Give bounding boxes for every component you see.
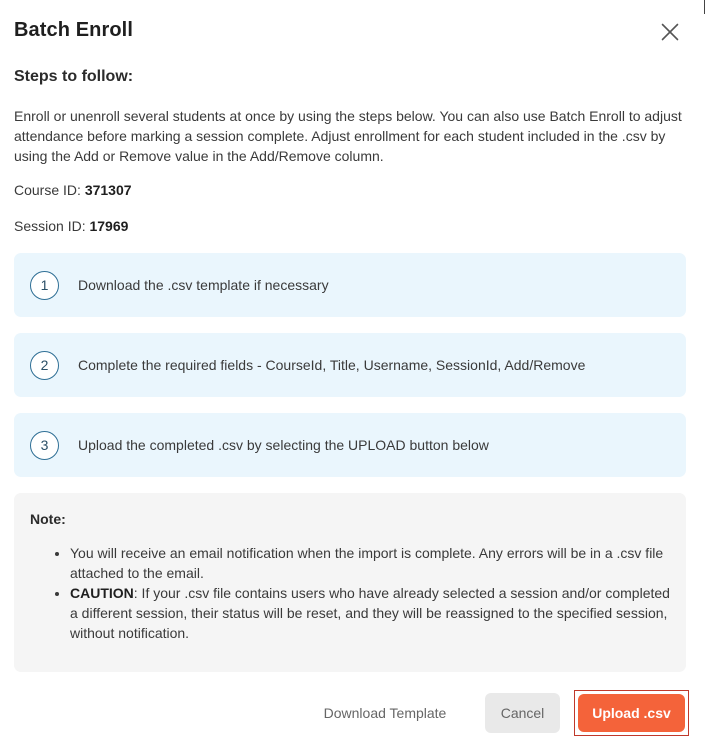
course-id-value: 371307	[84, 182, 132, 198]
step-text-1: Download the .csv template if necessary	[78, 277, 329, 293]
step-number-1: 1	[30, 271, 59, 300]
steps-heading: Steps to follow:	[14, 68, 134, 85]
cancel-button[interactable]: Cancel	[485, 693, 560, 733]
close-icon	[661, 23, 679, 41]
note-title: Note:	[30, 511, 66, 527]
intro-text: Enroll or unenroll several students at once by using the steps below. You can also use Batch Enroll to adjust attendance before marking a session complete. Adjust enrollment for each student included in the .csv by using the Add or Remove value in the Add/Remove column.	[14, 108, 682, 164]
caution-label: CAUTION	[70, 585, 134, 601]
step-number-2: 2	[30, 351, 59, 380]
session-id-value: 17969	[89, 218, 129, 234]
note-item-email: • You will receive an email notification when the import is complete. Any errors will be in a .csv file attached to the email.	[70, 543, 670, 583]
upload-csv-button[interactable]: Upload .csv	[578, 694, 685, 732]
note-item-caution	[70, 583, 670, 643]
session-id-line	[14, 218, 128, 234]
step-text-2: Complete the required fields - CourseId, Title, Username, SessionId, Add/Remove	[78, 357, 586, 373]
course-id-label: Course ID:	[14, 182, 85, 198]
session-id-label: Session ID:	[14, 218, 90, 234]
close-button[interactable]	[656, 18, 684, 46]
course-id-line	[14, 182, 132, 198]
note-list	[30, 543, 670, 643]
step-text-3: Upload the completed .csv by selecting the UPLOAD button below	[78, 437, 489, 453]
download-template-button[interactable]: Download Template	[305, 693, 465, 733]
step-number-3: 3	[30, 431, 59, 460]
dialog-title: Batch Enroll	[14, 19, 133, 41]
step-card-2	[14, 333, 686, 397]
upload-button-highlight	[574, 690, 689, 736]
step-card-1	[14, 253, 686, 317]
note-box	[14, 493, 686, 672]
caution-text: : If your .csv file contains users who have already selected a session and/or completed a different session, their status will be reset, and they will be reassigned to the specified session, without notification.	[70, 585, 670, 641]
step-card-3	[14, 413, 686, 477]
